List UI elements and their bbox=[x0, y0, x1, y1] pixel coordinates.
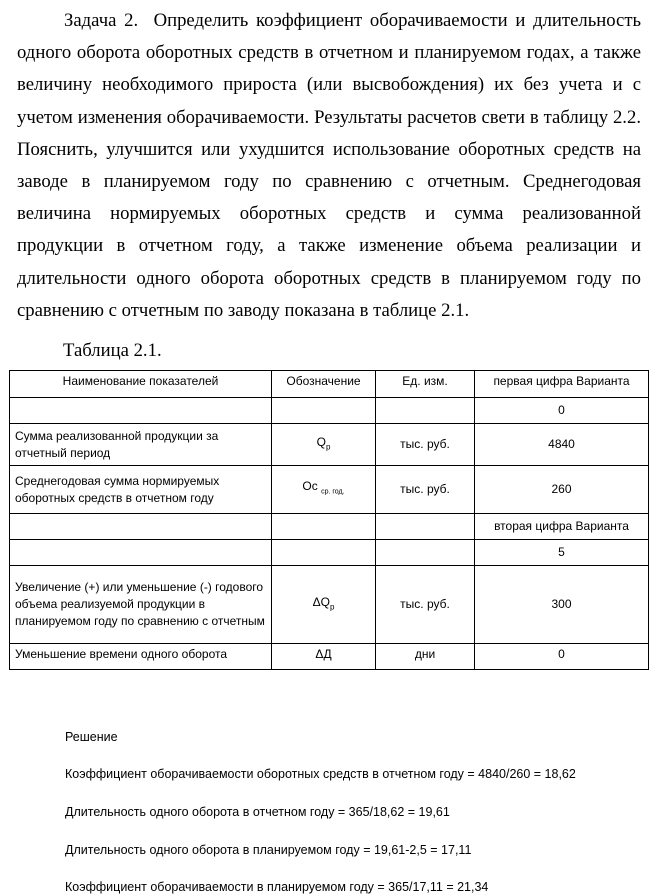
table-header-row bbox=[10, 371, 649, 398]
row-unit: тыс. руб. bbox=[376, 424, 475, 466]
solution-line: Длительность одного оборота в планируемом году = 19,61-2,5 = 17,11 bbox=[65, 843, 472, 857]
table-row-variant-first bbox=[10, 398, 649, 424]
solution-line: Коэффициент оборачиваемости в планируемом году = 365/17,11 = 21,34 bbox=[65, 880, 489, 894]
task-paragraph bbox=[17, 5, 641, 327]
table-row-variant-second-digit bbox=[10, 540, 649, 566]
header-unit: Ед. изм. bbox=[376, 371, 475, 398]
row-name: Среднегодовая сумма нормируемых оборотных средств в отчетном году bbox=[10, 466, 272, 514]
row-unit: дни bbox=[376, 644, 475, 670]
table-row-variant-second bbox=[10, 514, 649, 540]
task-lead: Задача 2. bbox=[64, 10, 139, 31]
row-value: 0 bbox=[475, 644, 649, 670]
row-symbol: $Q_р$ bbox=[272, 424, 376, 466]
task-body: Определить коэффициент оборачиваемости и длительность одного оборота оборотных средств в отчетном и планируемом годах, а также величину необходимого прироста (или высвобождения) их без учета и с учетом изменения оборачиваемости. Результаты расчетов свети в таблицу 2.2. Пояснить, улучшится или ухудшится использование оборотных средств на заводе в планируемом году по сравнению с отчетным. Среднегодовая величина нормируемых оборотных средств и сумма реализованной продукции в отчетном году, а также изменение объема реализации и длительности одного оборота оборотных средств в планируемом году по сравнению с отчетным по заводу показана в таблице 2.1. bbox=[17, 10, 642, 321]
data-table bbox=[9, 370, 649, 670]
row-unit: тыс. руб. bbox=[376, 566, 475, 644]
header-variant-first: первая цифра Варианта bbox=[475, 371, 649, 398]
table-row bbox=[10, 644, 649, 670]
header-symbol: Обозначение bbox=[272, 371, 376, 398]
header-name: Наименование показателей bbox=[10, 371, 272, 398]
row-value: 4840 bbox=[475, 424, 649, 466]
table-row bbox=[10, 424, 649, 466]
solution-line: Длительность одного оборота в отчетном году = 365/18,62 = 19,61 bbox=[65, 805, 450, 819]
row-name: Уменьшение времени одного оборота bbox=[10, 644, 272, 670]
table-caption: Таблица 2.1. bbox=[63, 340, 162, 361]
row-symbol: Ос $_{ср. год.}$ bbox=[272, 466, 376, 514]
row-value: 300 bbox=[475, 566, 649, 644]
solution-line: Коэффициент оборачиваемости оборотных средств в отчетном году = 4840/260 = 18,62 bbox=[65, 767, 576, 781]
row-symbol: ΔД bbox=[272, 644, 376, 670]
variant-second-digit: 5 bbox=[475, 540, 649, 566]
variant-first-digit: 0 bbox=[475, 398, 649, 424]
row-symbol: $\Delta Q_р$ bbox=[272, 566, 376, 644]
solution-title: Решение bbox=[65, 730, 118, 744]
row-value: 260 bbox=[475, 466, 649, 514]
table-row bbox=[10, 466, 649, 514]
row-name: Сумма реализованной продукции за отчетный период bbox=[10, 424, 272, 466]
table-row bbox=[10, 566, 649, 644]
variant-second-header: вторая цифра Варианта bbox=[475, 514, 649, 540]
row-name: Увеличение (+) или уменьшение (-) годового объема реализуемой продукции в планируемом году по сравнению с отчетным bbox=[10, 566, 272, 644]
row-unit: тыс. руб. bbox=[376, 466, 475, 514]
